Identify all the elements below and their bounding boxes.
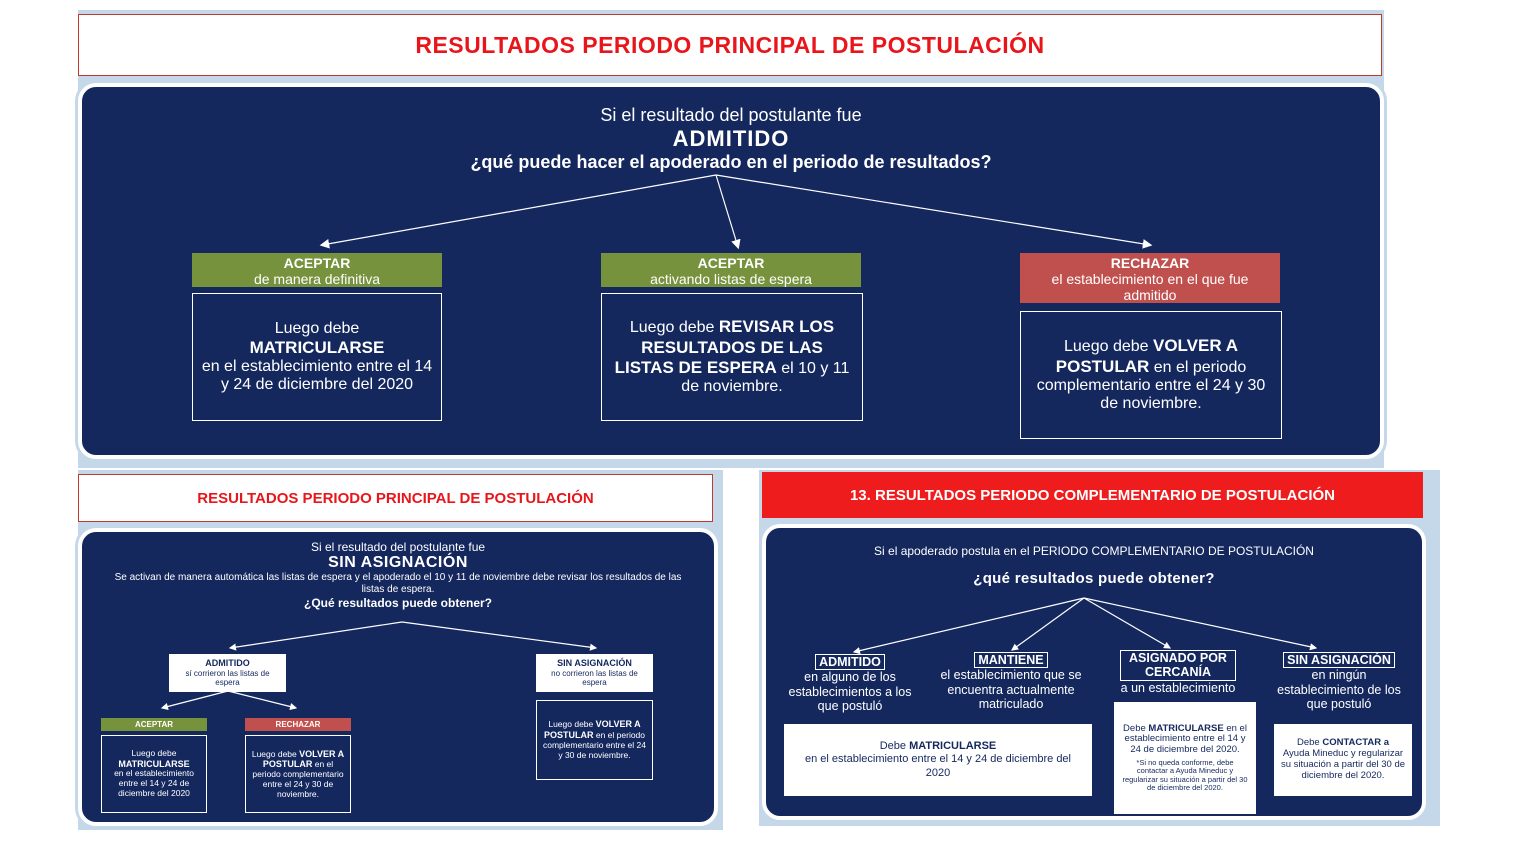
left-admitido-box: ADMITIDO sí corrieron las listas de espera (169, 654, 286, 692)
option-accept-definitive-box: Luego debe MATRICULARSE en el establecimiento entre el 14 y 24 de diciembre del 2020 (192, 293, 442, 421)
result-sin-asignacion: SIN ASIGNACIÓN en ningún establecimiento de los que postuló (1277, 653, 1401, 712)
right-panel (762, 524, 1426, 820)
right-section (759, 470, 1440, 826)
top-question: ¿qué puede hacer el apoderado en el periodo de resultados? (470, 152, 992, 172)
top-section (78, 10, 1384, 468)
top-status: ADMITIDO (672, 126, 790, 151)
option-accept-waitlist-box: Luego debe REVISAR LOS RESULTADOS DE LAS LISTAS DE ESPERA el 10 y 11 de noviembre. (601, 293, 863, 421)
right-title: 13. RESULTADOS PERIODO COMPLEMENTARIO DE POSTULACIÓN (849, 486, 1336, 504)
result-mantiene: MANTIENE el establecimiento que se encuentra actualmente matriculado (940, 653, 1082, 712)
right-box-contactar: Debe CONTACTAR a Ayuda Mineduc y regularizar su situación a partir del 30 de diciembre del 2020. (1274, 724, 1412, 796)
right-box-asignado: Debe MATRICULARSE en el establecimiento entre el 14 y 24 de diciembre del 2020. *Si no queda conforme, debe contactar a Ayuda Mineduc y regularizar su situación a partir del 30 de diciembre del 2020. (1114, 702, 1256, 814)
result-asignado: ASIGNADO POR CERCANÍA a un establecimiento (1120, 651, 1236, 695)
top-panel (78, 83, 1384, 459)
option-reject-box: Luego debe VOLVER A POSTULAR en el periodo complementario entre el 24 y 30 de noviembre. (1020, 311, 1282, 439)
option-sub: de manera definitiva (253, 271, 381, 287)
right-box-matricularse: Debe MATRICULARSE en el establecimiento entre el 14 y 24 de diciembre del 2020 (784, 724, 1092, 796)
top-title: RESULTADOS PERIODO PRINCIPAL DE POSTULACIÓN (415, 31, 1045, 58)
left-aceptar-box: Luego debe MATRICULARSE en el establecimiento entre el 14 y 24 de diciembre del 2020 (101, 735, 207, 813)
left-aceptar-label: ACEPTAR (101, 718, 207, 731)
left-title: RESULTADOS PERIODO PRINCIPAL DE POSTULACIÓN (197, 489, 594, 507)
left-intro: Si el resultado del postulante fue (310, 540, 486, 554)
left-rechazar-label: RECHAZAR (245, 718, 351, 731)
option-head: ACEPTAR (283, 255, 351, 271)
option-accept-definitive-label (192, 253, 442, 287)
right-question: ¿qué resultados puede obtener? (973, 570, 1215, 587)
right-title-box (762, 472, 1423, 518)
left-desc: Se activan de manera automática las listas de espera y el apoderado el 10 y 11 de noviembre debe revisar los resultados de las listas de espera. (114, 572, 682, 595)
option-reject-label (1020, 253, 1280, 303)
left-question: ¿Qué resultados puede obtener? (303, 596, 493, 610)
left-sin-detail-box: Luego debe VOLVER A POSTULAR en el periodo complementario entre el 24 y 30 de noviembre. (536, 700, 653, 780)
option-head: ACEPTAR (697, 255, 765, 271)
left-rechazar-box: Luego debe VOLVER A POSTULAR en el periodo complementario entre el 24 y 30 de noviembre. (245, 735, 351, 813)
left-sin-box: SIN ASIGNACIÓN no corrieron las listas de espera (536, 654, 653, 692)
top-title-box (78, 14, 1382, 76)
option-sub: activando listas de espera (650, 271, 812, 287)
option-head: RECHAZAR (1110, 255, 1190, 271)
option-accept-waitlist-label (601, 253, 861, 287)
result-admitido: ADMITIDO en alguno de los establecimientos a los que postuló (788, 655, 912, 714)
left-panel (78, 528, 718, 826)
left-section (78, 470, 723, 830)
left-status: SIN ASIGNACIÓN (328, 554, 468, 571)
right-intro: Si el apoderado postula en el PERIODO COMPLEMENTARIO DE POSTULACIÓN (874, 544, 1314, 558)
top-intro: Si el resultado del postulante fue (600, 105, 862, 125)
left-title-box (78, 474, 713, 522)
option-sub: el establecimiento en el que fue admitido (1051, 271, 1249, 303)
